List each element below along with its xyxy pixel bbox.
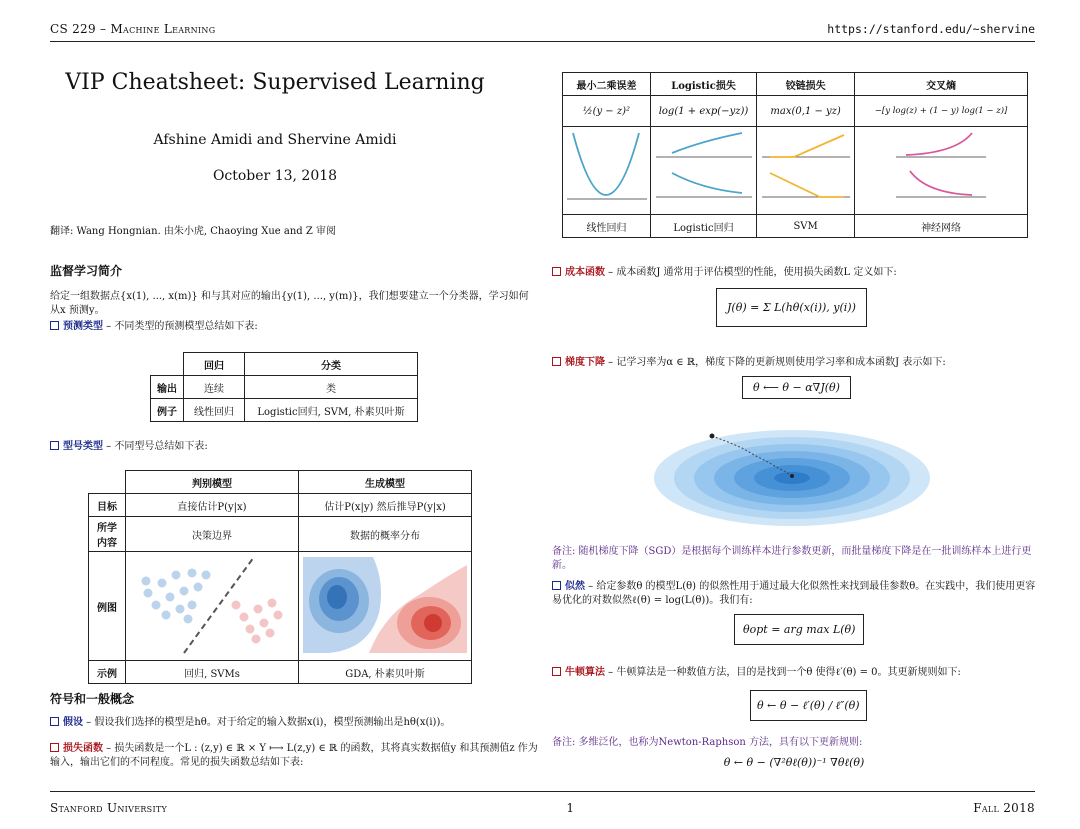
table-header: 铰链损失 [757, 73, 855, 96]
square-bullet-icon [552, 581, 561, 590]
gradient-descent-label: 梯度下降 [565, 357, 605, 368]
squared-loss-plot [563, 127, 651, 215]
table-header: 回归 [184, 353, 245, 376]
square-bullet-icon [50, 743, 59, 752]
gd-formula: θ ⟵ θ − α∇J(θ) [742, 376, 851, 399]
table-cell: GDA, 朴素贝叶斯 [299, 661, 472, 684]
document-title: VIP Cheatsheet: Supervised Learning [65, 70, 485, 95]
loss-function-text: – 损失函数是一个L : (z,y) ∈ ℝ × Y ⟼ L(z,y) ∈ ℝ 的函数，其将真实数据值y 和其预测值z 作为输入，输出它们的不同程度。常见的损失函数总结如下表: [50, 743, 538, 768]
decision-boundary-plot [126, 553, 298, 657]
gradient-descent-contour-plot [652, 422, 948, 528]
table-cell: 回归, SVMs [126, 661, 299, 684]
row-label: 示例 [89, 661, 126, 684]
newton-text: – 牛顿算法是一种数值方法，目的是找到一个θ 使得ℓ′(θ) = 0。其更新规则如下: [605, 667, 961, 678]
loss-formula: max(0,1 − yz) [757, 96, 855, 127]
loss-function-label: 损失函数 [63, 743, 103, 754]
likelihood-formula-box [734, 614, 864, 645]
cost-function-label: 成本函数 [565, 267, 605, 278]
hinge-loss-plot [757, 127, 855, 215]
table-cell: 类 [245, 376, 418, 399]
page-header [50, 20, 1035, 42]
model-type-table [88, 470, 472, 684]
newton-note: 备注: 多维泛化，也称为Newton-Raphson 方法，具有以下更新规则: [552, 737, 863, 748]
model-type-para [50, 440, 208, 454]
cost-function-text: – 成本函数J 通常用于评估模型的性能，使用损失函数L 定义如下: [605, 267, 897, 278]
intro-text: 给定一组数据点{x(1), ..., x(m)} 和与其对应的输出{y(1), ..., y(m)}，我们想要建立一个分类器，学习如何从x 预测y。 [50, 291, 529, 316]
square-bullet-icon [50, 717, 59, 726]
probability-distribution-plot [299, 553, 471, 657]
gradient-descent-para [552, 356, 1032, 370]
prediction-type-table [150, 352, 418, 422]
newton-formula: θ ← θ − ℓ′(θ) / ℓ″(θ) [750, 690, 867, 721]
row-label: 输出 [151, 376, 184, 399]
footer-term: Fall 2018 [973, 801, 1035, 815]
discriminative-illustration [126, 552, 299, 661]
newton-formula-box [750, 690, 867, 721]
table-header: 生成模型 [299, 471, 472, 494]
cost-function-para [552, 266, 1032, 280]
likelihood-label: 似然 [565, 581, 585, 592]
newton-label: 牛顿算法 [565, 667, 605, 678]
table-cell: 估计P(x|y) 然后推导P(y|x) [299, 494, 472, 517]
prediction-type-text: – 不同类型的预测模型总结如下表: [103, 321, 258, 332]
authors: Afshine Amidi and Shervine Amidi [153, 132, 397, 148]
hypothesis-para [50, 716, 538, 730]
square-bullet-icon [50, 441, 59, 450]
page-footer [50, 791, 1035, 815]
table-cell: 线性回归 [184, 399, 245, 422]
loss-formula: log(1 + exp(−yz)) [650, 96, 756, 127]
table-cell: 线性回归 [563, 215, 651, 238]
hypothesis-label: 假设 [63, 717, 83, 728]
newton-multi-formula: θ ← θ − (∇²θℓ(θ))⁻¹ ∇θℓ(θ) [723, 756, 865, 769]
newton-para [552, 666, 1036, 680]
gd-formula-box [742, 376, 851, 399]
generative-illustration [299, 552, 472, 661]
likelihood-text: – 给定参数θ 的模型L(θ) 的似然性用于通过最大化似然性来找到最佳参数θ。在实践中，我们使用更容易优化的对数似然ℓ(θ) = log(L(θ))。我们有: [552, 581, 1036, 606]
table-cell: SVM [757, 215, 855, 238]
header-url[interactable]: https://stanford.edu/~shervine [827, 22, 1035, 36]
row-label: 例子 [151, 399, 184, 422]
loss-function-table [562, 72, 1028, 238]
table-cell: Logistic回归 [650, 215, 756, 238]
table-header: 最小二乘误差 [563, 73, 651, 96]
table-cell: 数据的概率分布 [299, 517, 472, 552]
intro-heading: 监督学习简介 [50, 264, 123, 278]
row-label: 所学内容 [89, 517, 126, 552]
loss-formula: −[y log(z) + (1 − y) log(1 − z)] [855, 96, 1028, 127]
cross-entropy-plot [855, 127, 1028, 215]
square-bullet-icon [552, 267, 561, 276]
table-cell: Logistic回归, SVM, 朴素贝叶斯 [245, 399, 418, 422]
table-cell: 决策边界 [126, 517, 299, 552]
logistic-loss-plot [650, 127, 756, 215]
date: October 13, 2018 [212, 168, 338, 184]
gradient-descent-text: – 记学习率为α ∈ ℝ，梯度下降的更新规则使用学习率和成本函数J 表示如下: [605, 357, 946, 368]
footer-university: Stanford University [50, 801, 168, 815]
table-header: 交叉熵 [855, 73, 1028, 96]
loss-function-para [50, 742, 538, 770]
model-type-text: – 不同型号总结如下表: [103, 441, 208, 452]
sgd-note: 备注: 随机梯度下降（SGD）是根据每个训练样本进行参数更新，而批量梯度下降是在一批训练样本上进行更新。 [552, 546, 1032, 571]
square-bullet-icon [50, 321, 59, 330]
table-header: Logistic损失 [650, 73, 756, 96]
cost-formula: J(θ) = Σ L(hθ(x(i)), y(i)) [716, 288, 867, 327]
course-title: CS 229 – Machine Learning [50, 22, 216, 36]
loss-formula: ½(y − z)² [563, 96, 651, 127]
page-number: 1 [566, 801, 574, 815]
row-label: 例图 [89, 552, 126, 661]
square-bullet-icon [552, 357, 561, 366]
table-cell: 直接估计P(y|x) [126, 494, 299, 517]
likelihood-formula: θopt = arg max L(θ) [734, 614, 864, 645]
square-bullet-icon [552, 667, 561, 676]
prediction-type-label: 预测类型 [63, 321, 103, 332]
likelihood-para [552, 580, 1036, 608]
prediction-type-para [50, 320, 538, 334]
table-cell: 神经网络 [855, 215, 1028, 238]
table-header: 判别模型 [126, 471, 299, 494]
hypothesis-text: – 假设我们选择的模型是hθ。对于给定的输入数据x(i)，模型预测输出是hθ(x(i))。 [83, 717, 451, 728]
cost-formula-box [716, 288, 867, 327]
table-cell: 连续 [184, 376, 245, 399]
model-type-label: 型号类型 [63, 441, 103, 452]
notation-heading: 符号和一般概念 [50, 692, 135, 706]
table-header: 分类 [245, 353, 418, 376]
row-label: 目标 [89, 494, 126, 517]
translation-credit: 翻译: Wang Hongnian. 由朱小虎, Chaoying Xue and Z 审阅 [50, 226, 336, 237]
